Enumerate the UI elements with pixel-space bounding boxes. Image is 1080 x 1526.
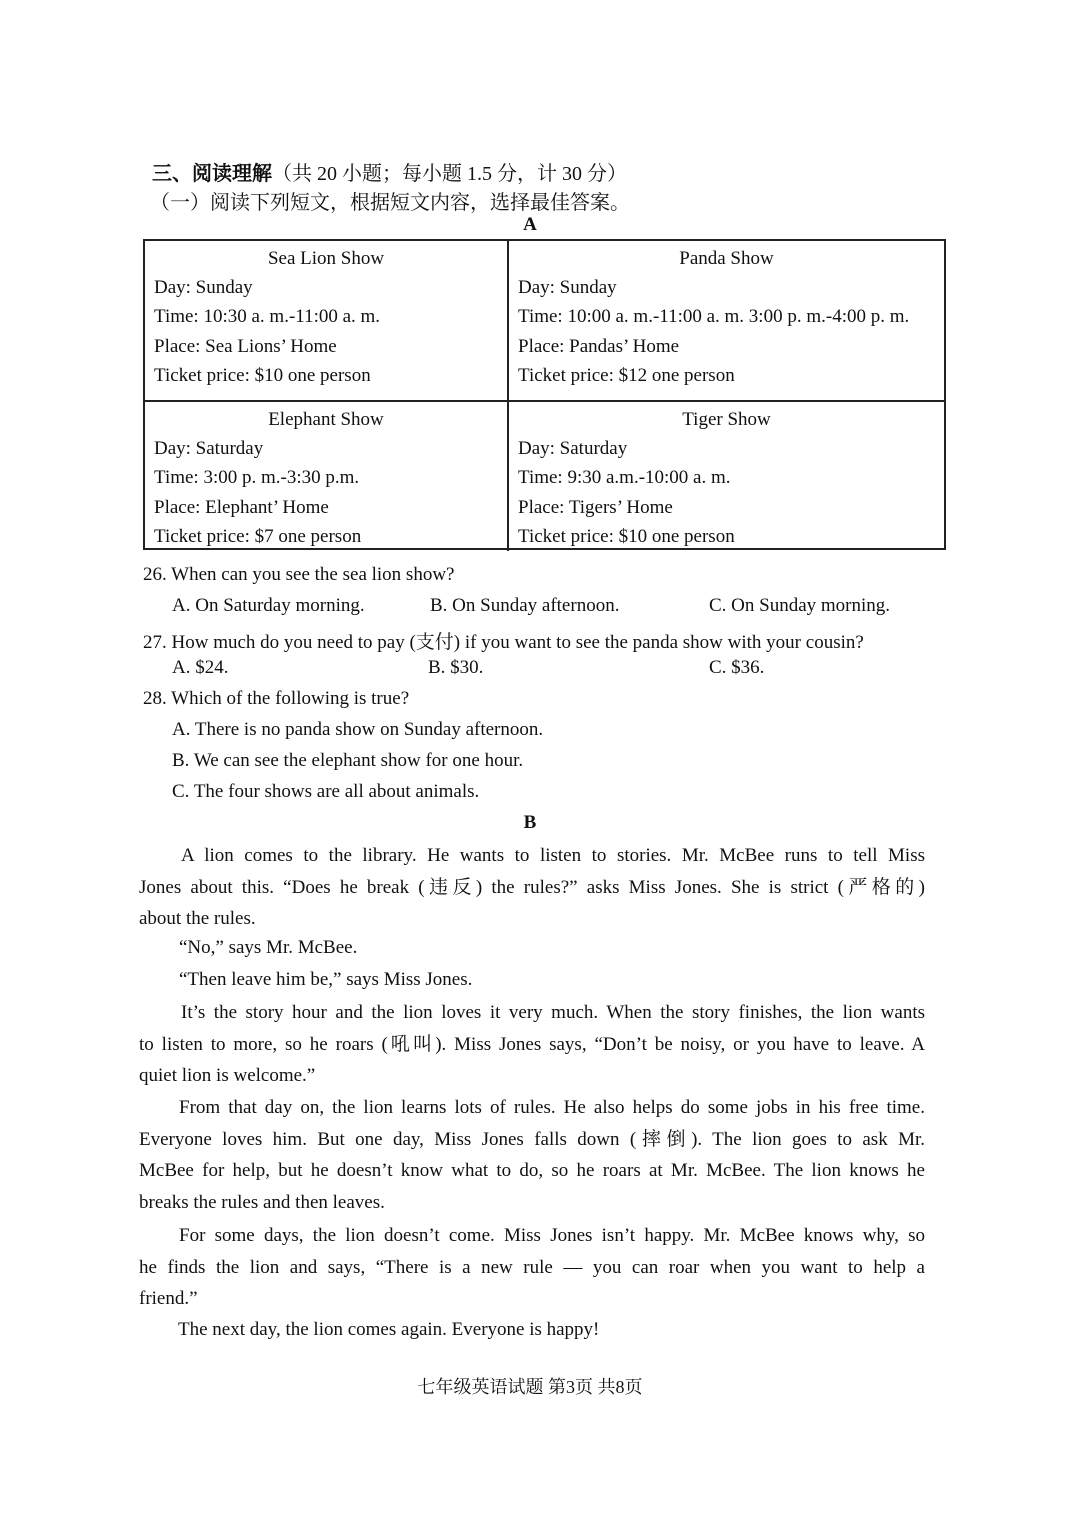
passage-paragraph-2: “No,” says Mr. McBee.: [179, 937, 358, 958]
passage-line: Everyone loves him. But one day, Miss Jones falls down (摔倒). The lion goes to ask Mr.: [139, 1128, 925, 1150]
show-cell-elephant: [145, 402, 509, 551]
show-time: Time: 10:00 a. m.-11:00 a. m. 3:00 p. m.-4:00 p. m.: [518, 306, 910, 328]
shows-table: [143, 239, 946, 550]
passage-line: quiet lion is welcome.”: [139, 1065, 316, 1087]
question-28-option-b: B. We can see the elephant show for one hour.: [172, 750, 524, 771]
question-28-stem: 28. Which of the following is true?: [143, 688, 410, 709]
page-footer: 七年级英语试题 第3页 共8页: [417, 1377, 643, 1397]
show-place: Place: Sea Lions’ Home: [154, 335, 337, 357]
passage-line: about the rules.: [139, 908, 256, 930]
show-time: Time: 9:30 a.m.-10:00 a. m.: [518, 467, 731, 489]
passage-paragraph-1: [139, 840, 925, 935]
question-26-option-c: C. On Sunday morning.: [709, 595, 891, 616]
passage-line: For some days, the lion doesn’t come. Miss Jones isn’t happy. Mr. McBee knows why, so: [179, 1225, 925, 1246]
show-name: Sea Lion Show: [267, 248, 385, 269]
show-name: Elephant Show: [268, 409, 384, 430]
question-28-option-c: C. The four shows are all about animals.: [172, 781, 480, 802]
show-day: Day: Sunday: [518, 277, 617, 299]
show-place: Place: Tigers’ Home: [518, 496, 673, 518]
passage-line: A lion comes to the library. He wants to listen to stories. Mr. McBee runs to tell Miss: [181, 845, 925, 866]
show-price: Ticket price: $10 one person: [154, 364, 371, 386]
show-price: Ticket price: $10 one person: [518, 525, 735, 547]
show-place: Place: Elephant’ Home: [154, 496, 329, 518]
part-a-label: A: [523, 214, 537, 235]
show-cell-panda: [509, 241, 944, 402]
passage-line: From that day on, the lion learns lots of rules. He also helps do some jobs in his free time.: [179, 1097, 925, 1118]
show-cell-sea-lion: [145, 241, 509, 402]
question-27-option-b: B. $30.: [428, 657, 484, 678]
show-price: Ticket price: $12 one person: [518, 364, 735, 386]
question-28-option-a: A. There is no panda show on Sunday afternoon.: [172, 719, 544, 740]
question-27-option-a: A. $24.: [172, 657, 229, 678]
show-cell-tiger: [509, 402, 944, 551]
question-27-stem: 27. How much do you need to pay (支付) if you want to see the panda show with your cousin?: [143, 632, 864, 653]
passage-paragraph-5: [139, 1092, 925, 1219]
part-b-label: B: [523, 812, 537, 833]
section-title: [152, 157, 627, 186]
question-27-option-c: C. $36.: [709, 657, 765, 678]
passage-line: breaks the rules and then leaves.: [139, 1192, 385, 1214]
show-time: Time: 10:30 a. m.-11:00 a. m.: [154, 306, 381, 328]
question-26-stem: 26. When can you see the sea lion show?: [143, 564, 455, 585]
show-name: Panda Show: [679, 248, 774, 269]
question-26-option-a: A. On Saturday morning.: [172, 595, 365, 616]
section-title-bold: 三、阅读理解: [152, 163, 272, 185]
show-day: Day: Sunday: [154, 277, 253, 299]
section-instruction: （一）阅读下列短文，根据短文内容，选择最佳答案。: [150, 192, 630, 214]
show-day: Day: Saturday: [518, 438, 628, 460]
passage-line: he finds the lion and says, “There is a new rule — you can roar when you want to help a: [139, 1256, 925, 1278]
show-time: Time: 3:00 p. m.-3:30 p.m.: [154, 467, 360, 489]
passage-paragraph-7: The next day, the lion comes again. Everyone is happy!: [178, 1319, 600, 1340]
show-price: Ticket price: $7 one person: [154, 525, 362, 547]
show-name: Tiger Show: [682, 409, 771, 430]
section-title-rest: （共 20 小题；每小题 1.5 分，计 30 分）: [272, 163, 627, 185]
passage-line: to listen to more, so he roars (吼叫). Miss Jones says, “Don’t be noisy, or you have to leave. A: [139, 1033, 925, 1055]
passage-paragraph-6: [139, 1220, 925, 1315]
passage-paragraph-3: “Then leave him be,” says Miss Jones.: [179, 969, 473, 990]
passage-line: friend.”: [139, 1288, 198, 1310]
show-day: Day: Saturday: [154, 438, 264, 460]
passage-line: Jones about this. “Does he break (违反) the rules?” asks Miss Jones. She is strict (严格的): [139, 876, 925, 898]
show-place: Place: Pandas’ Home: [518, 335, 680, 357]
passage-paragraph-4: [139, 997, 925, 1092]
passage-line: It’s the story hour and the lion loves it very much. When the story finishes, the lion wants: [181, 1002, 925, 1023]
passage-line: McBee for help, but he doesn’t know what to do, so he roars at Mr. McBee. The lion knows he: [139, 1160, 925, 1182]
question-26-option-b: B. On Sunday afternoon.: [430, 595, 620, 616]
